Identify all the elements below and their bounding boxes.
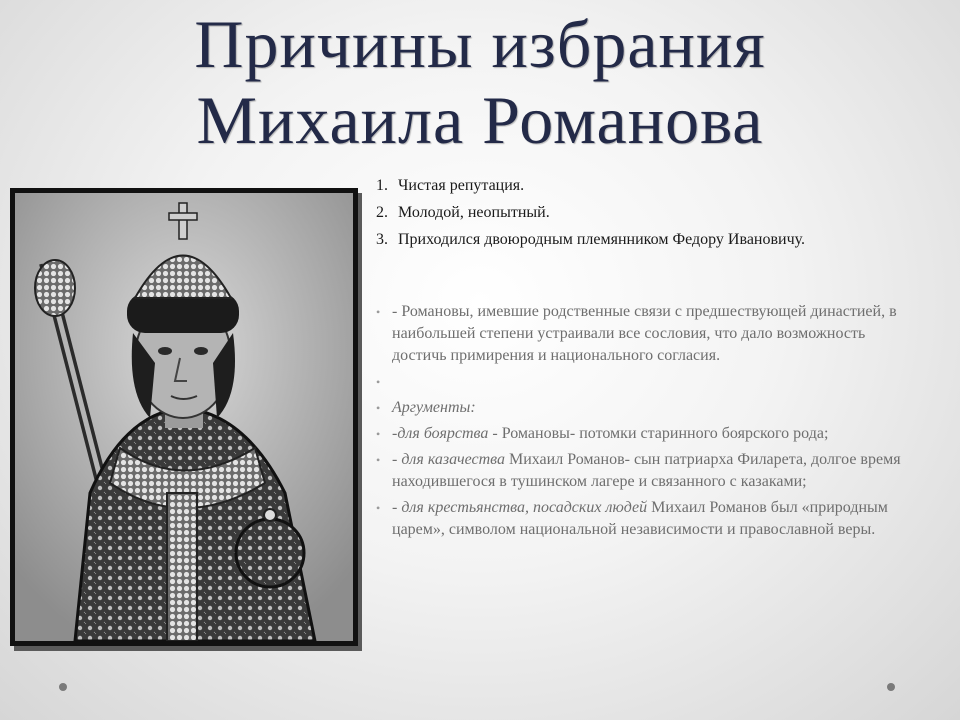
- bullet-text-dynasty: - Романовы, имевшие родственные связи с предшествующей династией, в наибольшей степени устраивали все сословия, что дало возможность достичь примирения и национального согласия.: [392, 303, 897, 364]
- argument-text: Михаил Романов- сын патриарха Филарета, долгое время находившегося в тушинском лагере и связанного с казаками;: [392, 451, 901, 490]
- argument-prefix: -: [392, 499, 402, 516]
- bullet-text-arguments: Аргументы:: [392, 399, 476, 416]
- argument-text: Михаил Романов был «природным царем», символом национальной независимости и православной веры.: [392, 499, 888, 538]
- reason-number: 3.: [376, 231, 388, 248]
- reason-item-2: [376, 202, 902, 224]
- argument-prefix: -: [392, 451, 402, 468]
- reason-number: 2.: [376, 204, 388, 221]
- argument-label: для казачества: [401, 451, 505, 468]
- arguments-list: [376, 301, 902, 545]
- reason-item-3: [376, 229, 902, 251]
- bullet-dot-icon: •: [376, 375, 381, 389]
- title-line-2: Михаила Романова: [196, 82, 764, 158]
- reason-item-1: [376, 175, 902, 197]
- reason-text: Приходился двоюродным племянником Федору Ивановичу.: [398, 231, 806, 248]
- bullet-dot-icon: •: [376, 427, 381, 441]
- bullet-item: [376, 497, 902, 541]
- bullet-dot-icon: •: [376, 453, 381, 467]
- bullet-dot-icon: •: [376, 401, 381, 415]
- bullet-text-boyars: [392, 423, 902, 445]
- slide-title: [60, 6, 900, 158]
- corner-dot-left-icon: [59, 683, 67, 691]
- argument-text: - Романовы- потомки старинного боярского рода;: [488, 425, 829, 442]
- reason-number: 1.: [376, 177, 388, 194]
- bullet-text-peasants: [392, 497, 902, 541]
- reason-text: Чистая репутация.: [398, 177, 525, 194]
- bullet-dot-icon: •: [376, 501, 381, 515]
- title-line-1: Причины избрания: [194, 6, 766, 82]
- bullet-text-cossacks: [392, 449, 902, 493]
- bullet-dot-icon: •: [376, 305, 381, 319]
- bullet-item: [376, 423, 902, 445]
- tsar-portrait-illustration: [15, 193, 353, 641]
- argument-label: -для боярства: [392, 425, 489, 442]
- corner-dot-right-icon: [887, 683, 895, 691]
- portrait-image: [10, 188, 358, 646]
- reason-text: Молодой, неопытный.: [398, 204, 550, 221]
- argument-label: для крестьянства, посадских людей: [401, 499, 648, 516]
- bullet-item: [376, 301, 902, 367]
- bullet-item: [376, 397, 902, 419]
- reasons-list: [376, 175, 902, 256]
- bullet-item-empty: [376, 371, 902, 393]
- bullet-item: [376, 449, 902, 493]
